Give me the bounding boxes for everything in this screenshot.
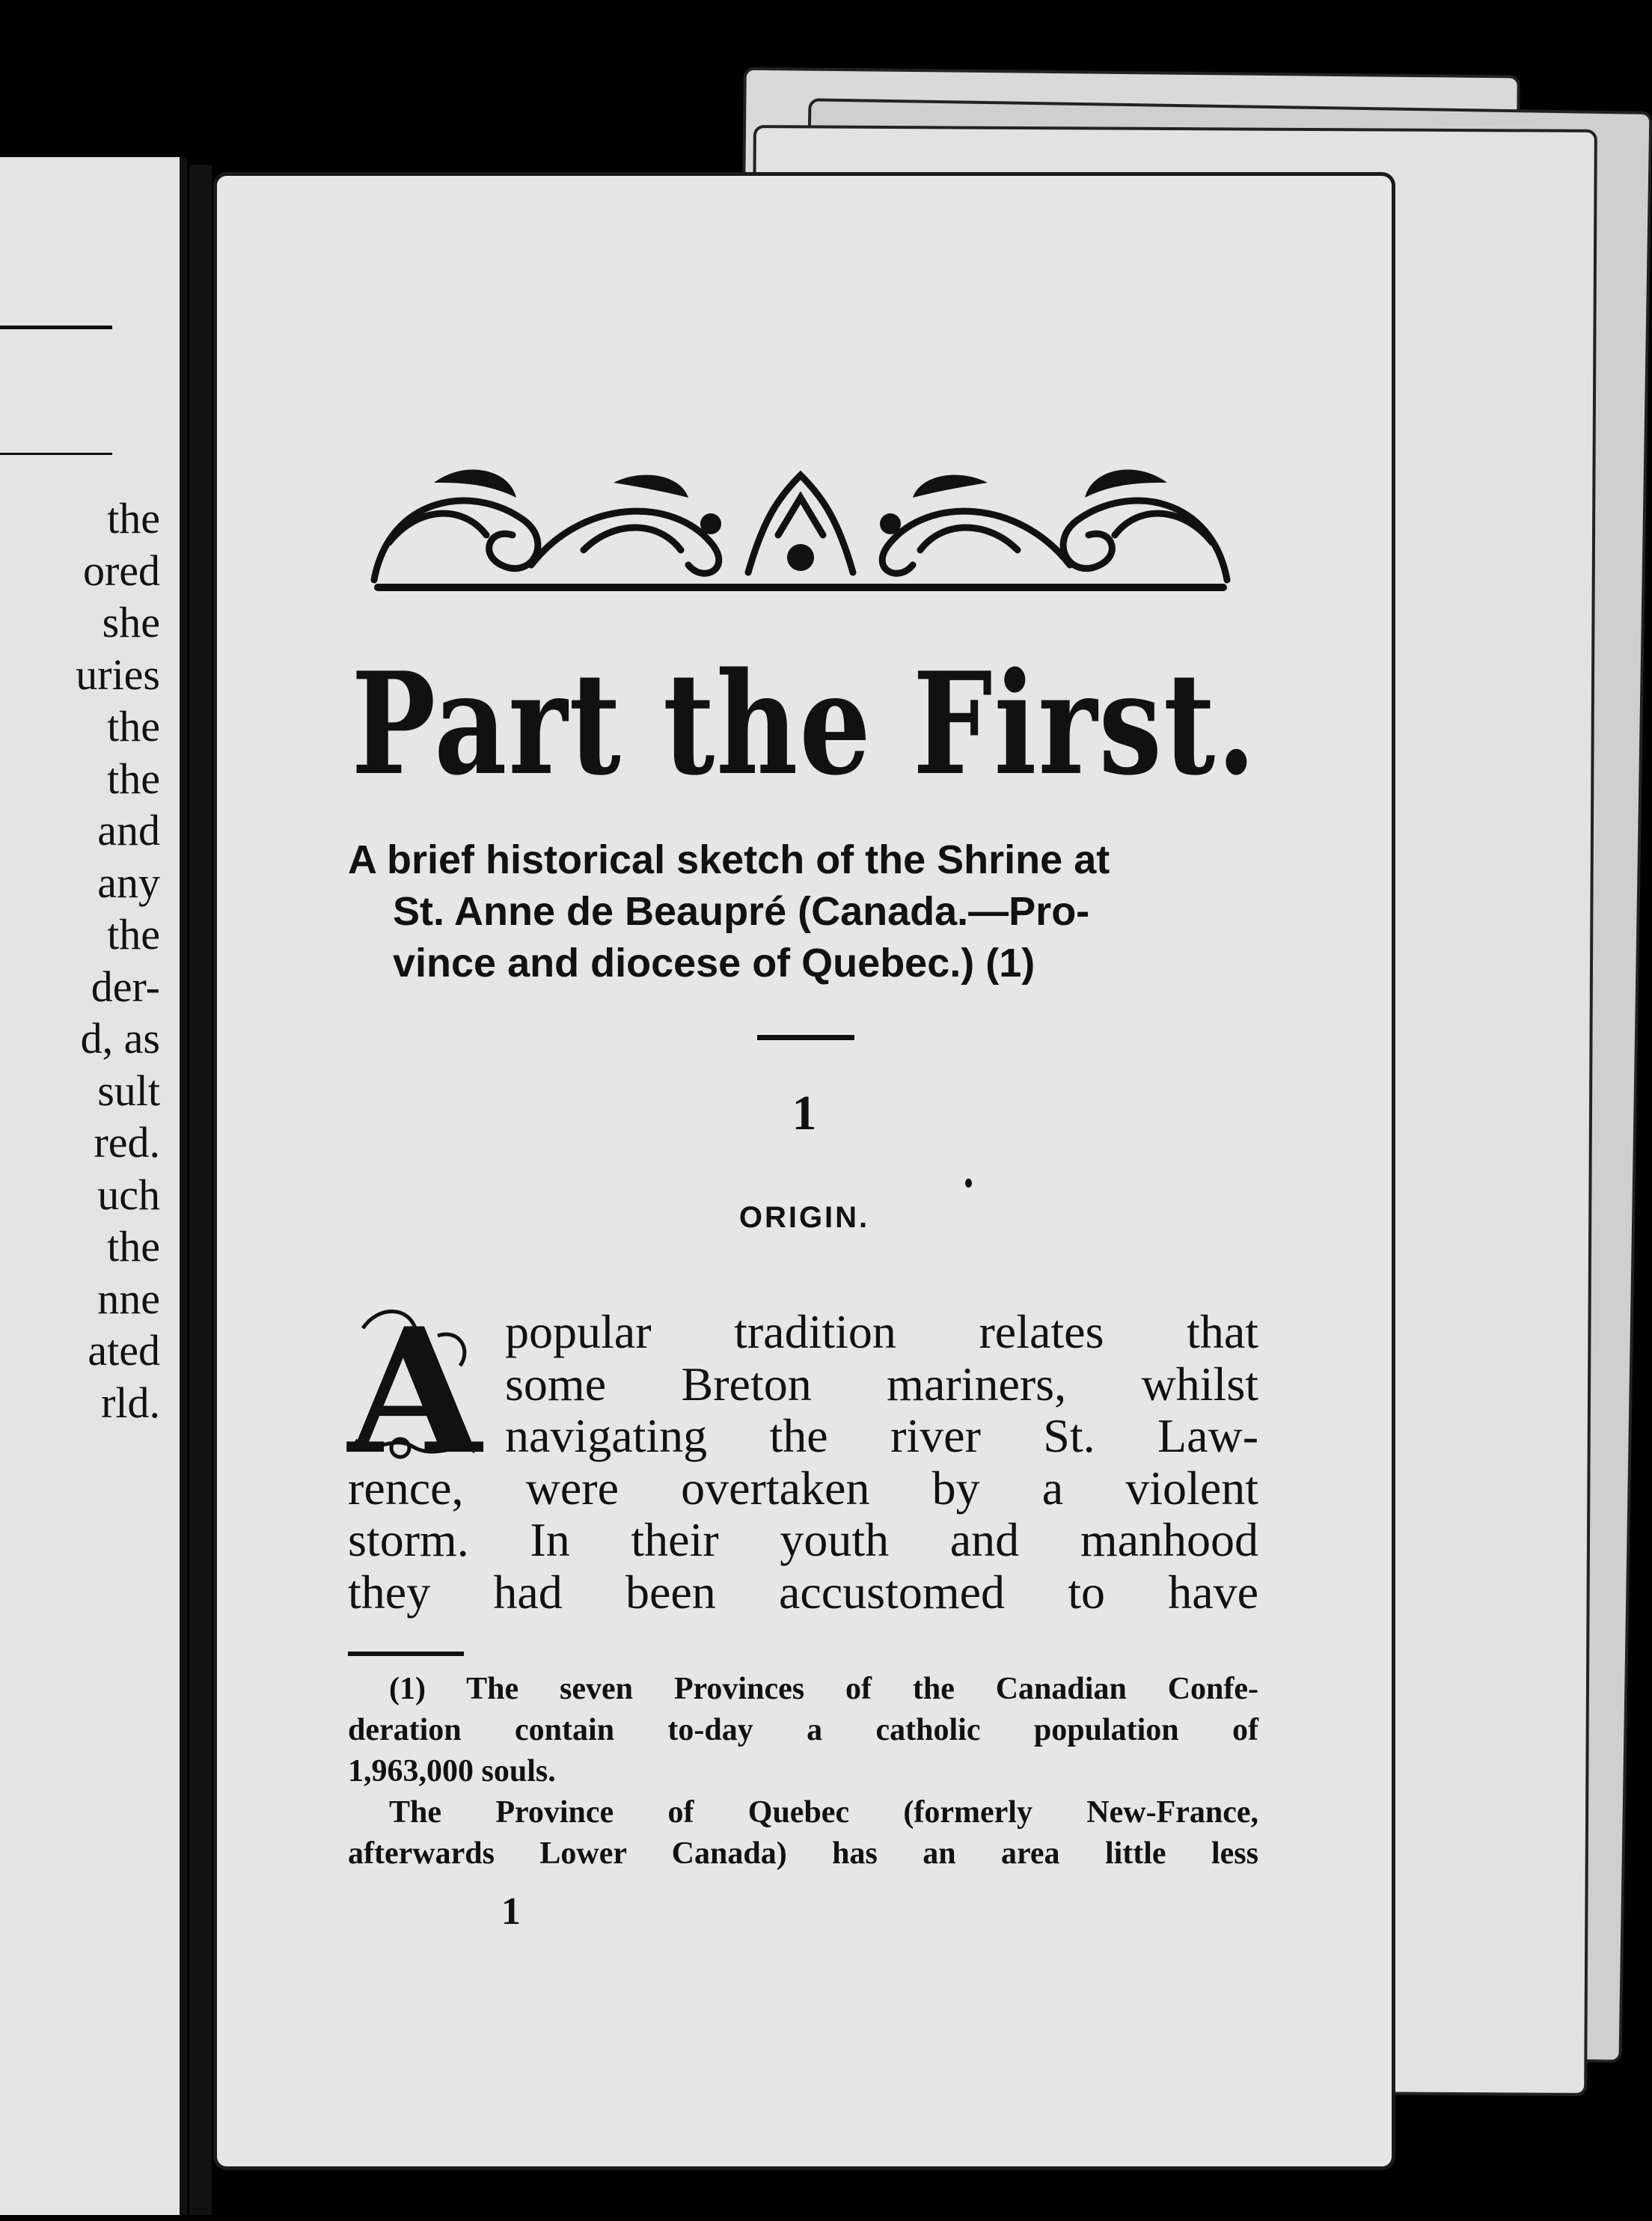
footnote-line: 1,963,000 souls. <box>348 1754 556 1788</box>
left-line: any <box>97 858 160 907</box>
left-page-rule-top <box>0 326 112 329</box>
body-paragraph <box>348 1306 1258 1618</box>
right-page <box>213 172 1395 2170</box>
left-line: she <box>102 598 160 647</box>
left-page-rule-bottom <box>0 453 112 455</box>
footnote-line: deration contain to-day a catholic population of <box>348 1713 1258 1747</box>
body-line: storm. In their youth and manhood <box>348 1513 1258 1566</box>
left-line: d, as <box>80 1014 160 1063</box>
left-line: sult <box>97 1066 160 1115</box>
subtitle-line: A brief historical sketch of the Shrine at <box>348 837 1110 882</box>
left-line: ored <box>82 546 160 595</box>
left-line: the <box>107 702 160 751</box>
book-gutter <box>189 165 212 2215</box>
floral-scroll-headpiece-icon <box>359 453 1242 602</box>
body-line: rence, were overtaken by a violent <box>348 1461 1258 1515</box>
subtitle-line: St. Anne de Beaupré (Canada.—Pro- <box>393 889 1090 934</box>
print-speck <box>965 1179 972 1188</box>
section-divider <box>757 1035 854 1040</box>
left-line: and <box>97 806 160 855</box>
body-line: some Breton mariners, whilst <box>505 1357 1258 1411</box>
left-line: nne <box>97 1274 160 1323</box>
drop-cap-letter: A <box>348 1291 482 1493</box>
body-line: they had been accustomed to have <box>348 1565 1258 1619</box>
left-line: der- <box>91 962 160 1011</box>
footnote-rule <box>348 1652 464 1656</box>
left-line: uries <box>76 650 160 699</box>
left-line: uch <box>97 1170 160 1219</box>
left-line: rld. <box>101 1378 160 1427</box>
left-line: ated <box>88 1326 160 1375</box>
left-page-text <box>76 492 160 1429</box>
section-title: ORIGIN. <box>738 1201 870 1234</box>
left-line: the <box>107 1222 160 1271</box>
left-line: the <box>107 910 160 959</box>
body-line: navigating the river St. Law- <box>505 1409 1258 1462</box>
footnote-line: (1) The seven Provinces of the Canadian Confe- <box>389 1672 1258 1706</box>
subtitle <box>348 834 1276 989</box>
footnote <box>348 1669 1258 1875</box>
page-folio: 1 <box>501 1890 521 1933</box>
body-line: popular tradition relates that <box>505 1305 1258 1358</box>
left-line: the <box>107 494 160 543</box>
left-line: red. <box>94 1118 160 1167</box>
section-number: 1 <box>792 1086 817 1140</box>
subtitle-line: vince and diocese of Quebec.) (1) <box>393 941 1035 986</box>
left-line: the <box>107 754 160 803</box>
footnote-line: The Province of Quebec (formerly New-France, <box>389 1795 1258 1830</box>
footnote-line: afterwards Lower Canada) has an area little less <box>348 1836 1258 1871</box>
left-page <box>0 157 187 2215</box>
part-heading: Part the First. <box>351 642 1258 807</box>
